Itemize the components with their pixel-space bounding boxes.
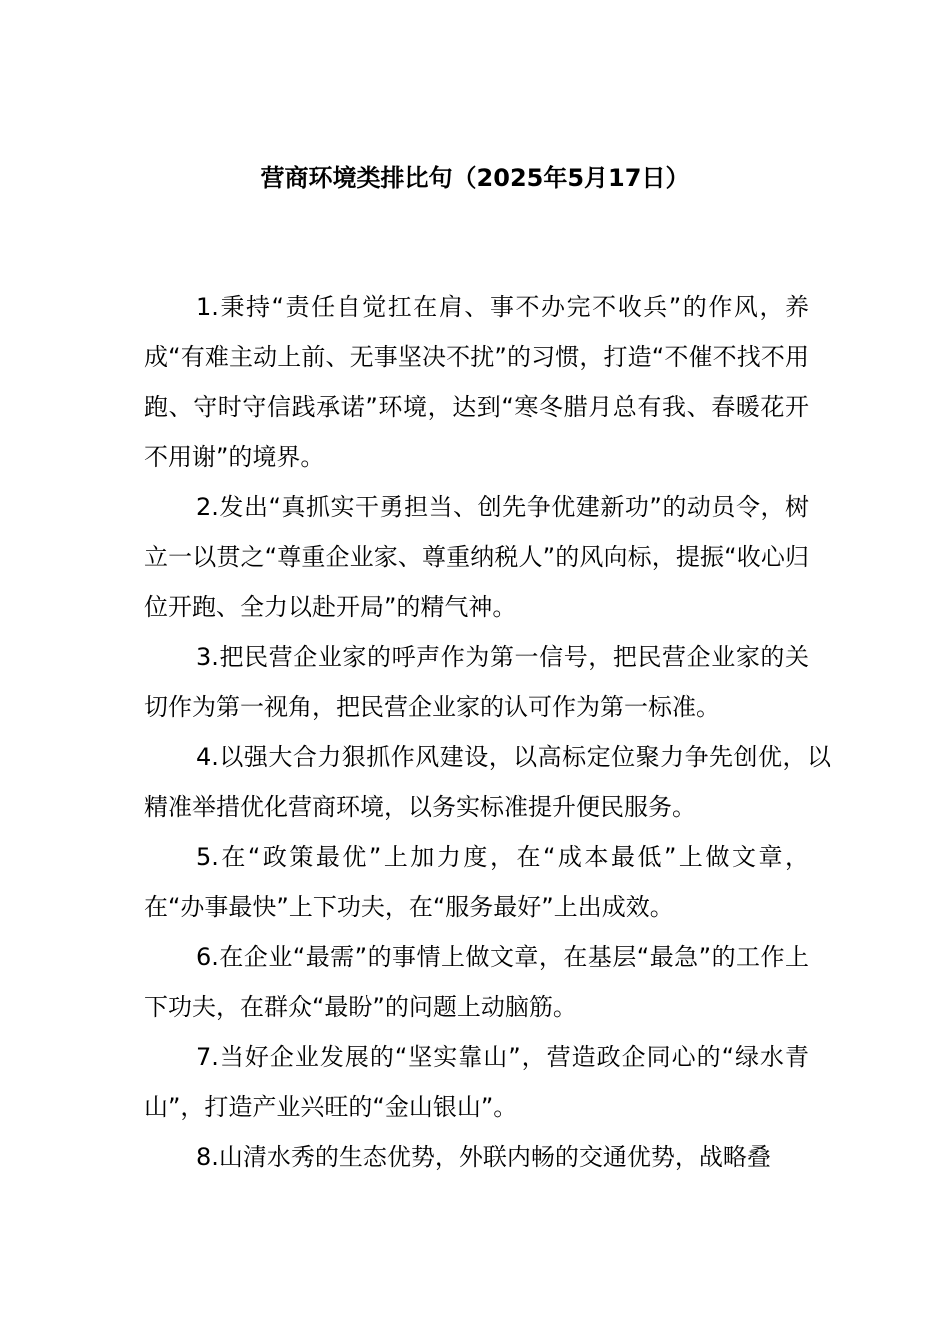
paragraph-7: 7.当好企业发展的“坚实靠山”，营造政企同心的“绿水青山”，打造产业兴旺的“金山银山”。 xyxy=(144,1043,809,1121)
document-title: 营商环境类排比句（2025年5月17日） xyxy=(260,164,690,192)
paragraph-5: 5.在“政策最优”上加力度，在“成本最低”上做文章，在“办事最快”上下功夫，在“服务最好”上出成效。 xyxy=(144,843,809,921)
paragraph-2: 2.发出“真抓实干勇担当、创先争优建新功”的动员令，树立一以贯之“尊重企业家、尊重纳税人”的风向标，提振“收心归位开跑、全力以赴开局”的精气神。 xyxy=(144,493,809,621)
paragraph-3: 3.把民营企业家的呼声作为第一信号，把民营企业家的关切作为第一视角，把民营企业家的认可作为第一标准。 xyxy=(144,643,809,721)
paragraph-1: 1.秉持“责任自觉扛在肩、事不办完不收兵”的作风，养成“有难主动上前、无事坚决不扰”的习惯，打造“不催不找不用跑、守时守信践承诺”环境，达到“寒冬腊月总有我、春暖花开不用谢”的境界。 xyxy=(144,293,809,471)
paragraph-4: 4.以强大合力狠抓作风建设，以高标定位聚力争先创优，以精准举措优化营商环境，以务实标准提升便民服务。 xyxy=(144,743,831,821)
paragraph-8: 8.山清水秀的生态优势，外联内畅的交通优势，战略叠 xyxy=(196,1143,771,1171)
paragraph-6: 6.在企业“最需”的事情上做文章，在基层“最急”的工作上下功夫，在群众“最盼”的问题上动脑筋。 xyxy=(144,943,809,1021)
document-body xyxy=(144,282,831,1182)
